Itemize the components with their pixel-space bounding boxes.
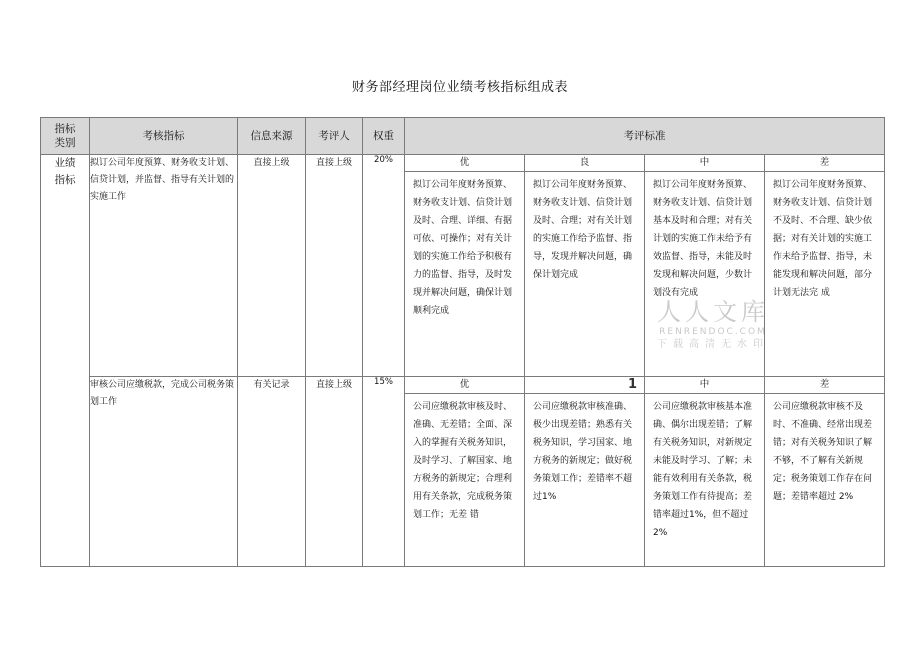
level-description: 公司应缴税款审核准确、极少出现差错；熟悉有关税务知识，学习国家、地方税务的新规定；做好税务策划工作；差错率不超过1%	[533, 402, 633, 502]
level-poor	[764, 155, 884, 376]
header-standard: 考评标准	[405, 118, 885, 155]
level-description: 拟订公司年度财务预算、财务收支计划、信贷计划不及时、不合理、缺少依据；对有关计划的实施工作未给予监督、指导，未能发现和解决问题，部分计划无法完 成	[773, 180, 873, 298]
category-cell: 业绩 指标	[41, 155, 90, 567]
level-label: 差	[765, 155, 884, 172]
level-label: 优	[405, 377, 524, 394]
stray-mark: 1	[628, 377, 638, 392]
level-description: 公司应缴税款审核基本准确、偶尔出现差错；了解有关税务知识，对新规定未能及时学习、了解；未能有效利用有关条款，税务策划工作有待提高；差错率超过1%，但不超过2%	[653, 402, 753, 538]
level-description: 公司应缴税款审核及时、准确、无差错；全面、深入的掌握有关税务知识，及时学习、了解国家、地方税务的新规定；合理利用有关条款，完成税务策划工作；无差 错	[413, 402, 513, 520]
level-description: 拟订公司年度财务预算、财务收支计划、信贷计划基本及时和合理；对有关计划的实施工作未给予有效监督、指导，未能及时发现和解决问题，少数计划没有完成	[653, 180, 753, 298]
level-poor	[764, 377, 884, 566]
level-label	[525, 377, 644, 394]
weight-cell: 20%	[363, 155, 405, 377]
source-cell: 有关记录	[238, 377, 306, 567]
level-medium	[644, 155, 764, 376]
header-category: 指标 类别	[41, 118, 90, 155]
level-label: 差	[765, 377, 884, 394]
weight-cell: 15%	[363, 377, 405, 567]
table-row	[41, 377, 885, 567]
level-label: 优	[405, 155, 524, 172]
level-excellent	[405, 155, 524, 376]
header-row	[41, 118, 885, 155]
level-good	[524, 155, 644, 376]
level-label: 良	[525, 155, 644, 172]
indicator-cell: 审核公司应缴税款，完成公司税务策划工作	[90, 377, 238, 567]
indicator-cell: 拟订公司年度预算、财务收支计划、信贷计划，并监督、指导有关计划的实施工作	[90, 155, 238, 377]
watermark-logo: 人人文库	[657, 298, 769, 326]
header-reviewer: 考评人	[306, 118, 363, 155]
level-excellent	[405, 377, 524, 566]
page-title: 财务部经理岗位业绩考核指标组成表	[351, 80, 568, 95]
standard-cell	[405, 377, 885, 567]
level-description: 拟订公司年度财务预算、财务收支计划、信贷计划及时、合理、详细、有据可依、可操作；对有关计划的实施工作给予积极有力的监督、指导，及时发现并解决问题，确保计划顺利完成	[413, 180, 513, 316]
level-medium	[644, 377, 764, 566]
level-good	[524, 377, 644, 566]
header-weight: 权重	[363, 118, 405, 155]
header-source: 信息来源	[238, 118, 306, 155]
reviewer-cell: 直接上级	[306, 377, 363, 567]
watermark-url: RENRENDOC.COM	[659, 327, 767, 337]
level-description: 拟订公司年度财务预算、财务收支计划、信贷计划及时、合理；对有关计划的实施工作给予监督、指导，发现并解决问题，确保计划完成	[533, 180, 633, 280]
reviewer-cell: 直接上级	[306, 155, 363, 377]
assessment-table	[40, 117, 885, 567]
header-indicator: 考核指标	[90, 118, 238, 155]
level-description: 公司应缴税款审核不及时、不准确、经常出现差错；对有关税务知识了解不够，不了解有关新规定；税务策划工作存在问题；差错率超过 2%	[773, 402, 873, 502]
source-cell: 直接上级	[238, 155, 306, 377]
standard-cell	[405, 155, 885, 377]
table-row	[41, 155, 885, 377]
level-label: 中	[645, 377, 764, 394]
level-label: 中	[645, 155, 764, 172]
watermark-subtitle: 下载高清无水印	[657, 339, 769, 350]
